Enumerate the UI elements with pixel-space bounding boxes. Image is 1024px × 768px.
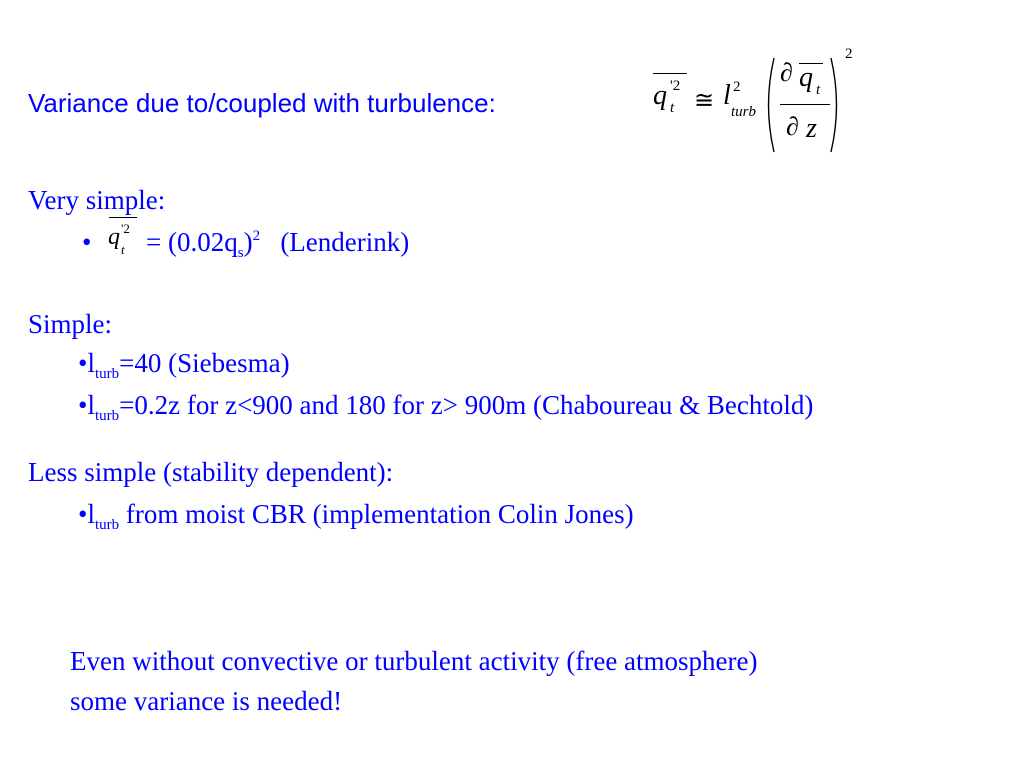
right-paren bbox=[829, 56, 843, 154]
simple-item-chaboureau bbox=[78, 390, 814, 424]
equation-text-a: = (0.02q bbox=[146, 227, 238, 257]
formula-l: l bbox=[723, 80, 731, 111]
small-q: q bbox=[108, 224, 120, 250]
small-q-sup: '2 bbox=[121, 221, 130, 236]
den-z: z bbox=[806, 113, 817, 144]
formula-l-sub: turb bbox=[731, 104, 757, 120]
bullet-l: •l bbox=[78, 348, 95, 378]
simple-title: Simple: bbox=[28, 309, 113, 339]
formula-q-sub: t bbox=[670, 100, 675, 116]
less-simple-title: Less simple (stability dependent): bbox=[28, 457, 394, 487]
num-q-sub: t bbox=[816, 82, 821, 98]
very-simple-bullet: • bbox=[82, 227, 92, 257]
item-text: =0.2z for z<900 and 180 for z> 900m (Chaboureau & Bechtold) bbox=[119, 390, 814, 420]
simple-item-siebesma bbox=[78, 348, 290, 382]
left-paren bbox=[762, 56, 776, 154]
item-text: from moist CBR (implementation Colin Jones) bbox=[119, 499, 634, 529]
qt-overbar bbox=[653, 73, 687, 74]
small-q-sub: t bbox=[121, 242, 125, 257]
fraction-bar bbox=[780, 104, 830, 105]
very-simple-title: Very simple: bbox=[28, 185, 166, 215]
formula-l-sup: 2 bbox=[733, 79, 741, 95]
partial-denominator: ∂ bbox=[786, 112, 799, 141]
turb-sub: turb bbox=[94, 366, 120, 382]
outer-power: 2 bbox=[845, 46, 853, 62]
note-line-1: Even without convective or turbulent activity (free atmosphere) bbox=[70, 646, 758, 676]
num-q: q bbox=[799, 62, 813, 93]
bullet-l: •l bbox=[78, 499, 95, 529]
item-text: =40 (Siebesma) bbox=[119, 348, 290, 378]
qt-small-overbar bbox=[109, 217, 137, 218]
bullet-l: •l bbox=[78, 390, 95, 420]
equation-gap bbox=[260, 227, 280, 257]
citation-lenderink: (Lenderink) bbox=[280, 227, 410, 257]
less-simple-item-cbr bbox=[78, 499, 634, 533]
formula-q-sup: '2 bbox=[670, 78, 681, 94]
note-line-2: some variance is needed! bbox=[70, 686, 343, 716]
equation-text-b: ) bbox=[243, 227, 253, 257]
heading-label: Variance due to/coupled with turbulence: bbox=[28, 88, 496, 118]
formula-approx: ≅ bbox=[694, 88, 715, 114]
turb-sub: turb bbox=[94, 408, 120, 424]
equation-sub-s: s bbox=[237, 245, 244, 261]
turb-sub: turb bbox=[94, 517, 120, 533]
partial-numerator: ∂ bbox=[780, 58, 793, 87]
formula-q: q bbox=[653, 80, 667, 111]
equation-sup-2: 2 bbox=[252, 228, 261, 244]
very-simple-equation bbox=[146, 227, 410, 261]
